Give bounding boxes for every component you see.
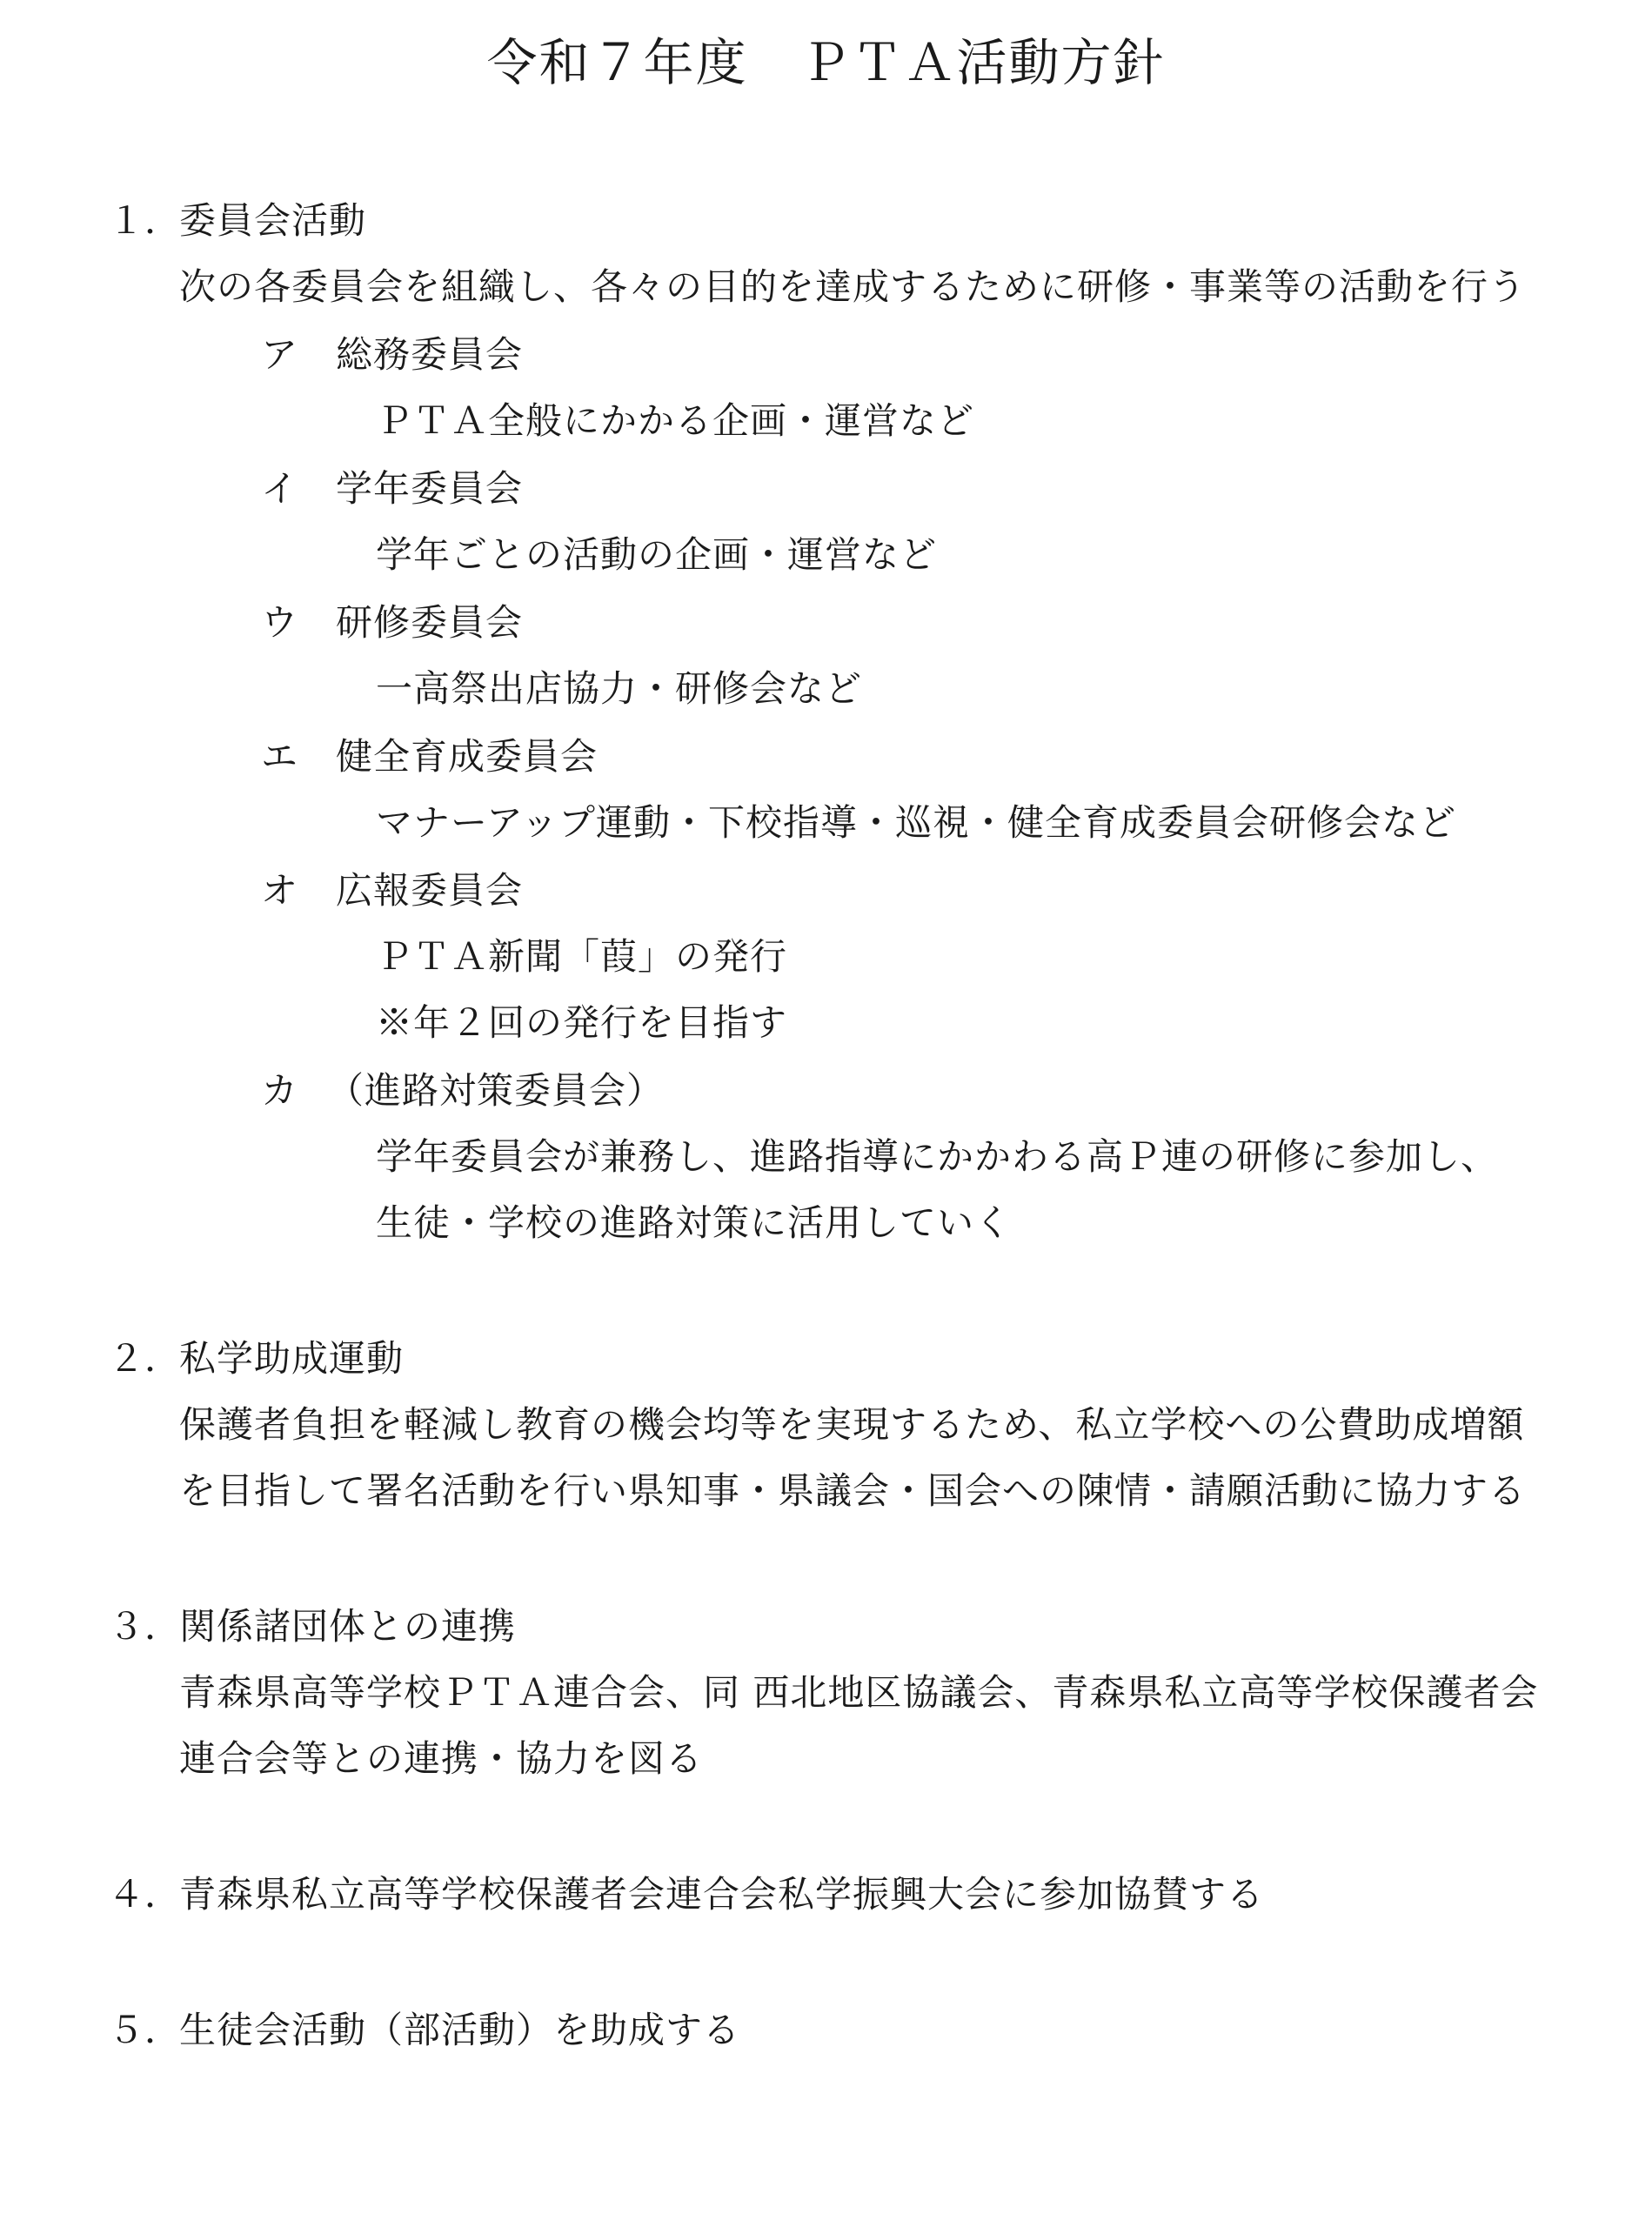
committee-detail: 一高祭出店協力・研修会など: [376, 667, 863, 710]
committee-detail: ※年２回の発行を目指す: [376, 1001, 788, 1044]
section-heading: 生徒会活動（部活動）を助成する: [179, 2009, 741, 2051]
committee-detail: 学年委員会が兼務し、進路指導にかかわる高Ｐ連の研修に参加し、: [376, 1135, 1499, 1178]
committee-name: 学年委員会: [336, 467, 524, 510]
committee-marker: エ: [261, 735, 298, 778]
committee-marker: オ: [261, 869, 298, 912]
section-intro: 次の各委員会を組織し、各々の目的を達成するために研修・事業等の活動を行う: [179, 265, 1527, 308]
committee-name: 総務委員会: [336, 333, 524, 376]
committee-name: 健全育成委員会: [336, 735, 599, 778]
section-heading: 委員会活動: [179, 199, 367, 242]
section-number: ３．: [108, 1605, 182, 1648]
section-number: ２．: [108, 1337, 182, 1380]
committee-name: （進路対策委員会）: [327, 1069, 665, 1112]
committee-marker: イ: [261, 467, 298, 510]
section-body: 保護者負担を軽減し教育の機会均等を実現するため、私立学校への公費助成増額: [179, 1403, 1525, 1446]
section-heading: 関係諸団体との連携: [179, 1605, 517, 1648]
committee-detail: 生徒・学校の進路対策に活用していく: [376, 1201, 1013, 1244]
section-number: １．: [108, 199, 182, 242]
committee-name: 広報委員会: [336, 869, 524, 912]
section-heading: 青森県私立高等学校保護者会連合会私学振興大会に参加協賛する: [179, 1873, 1265, 1916]
page-title: 令和７年度 ＰＴＡ活動方針: [486, 33, 1166, 92]
section-body: 連合会等との連携・協力を図る: [179, 1737, 704, 1780]
committee-detail: マナーアップ運動・下校指導・巡視・健全育成委員会研修会など: [376, 801, 1456, 844]
committee-detail: ＰＴＡ全般にかかる企画・運営など: [376, 399, 975, 442]
committee-name: 研修委員会: [336, 601, 524, 644]
section-body: 青森県高等学校ＰＴＡ連合会、同 西北地区協議会、青森県私立高等学校保護者会: [179, 1671, 1539, 1714]
committee-marker: カ: [261, 1069, 298, 1112]
committee-detail: ＰＴＡ新聞「葭」の発行: [376, 935, 788, 978]
committee-marker: ウ: [261, 601, 298, 644]
section-body: を目指して署名活動を行い県知事・県議会・国会への陳情・請願活動に協力する: [179, 1469, 1527, 1512]
committee-marker: ア: [261, 333, 298, 376]
section-number: ５．: [108, 2009, 182, 2051]
section-heading: 私学助成運動: [179, 1337, 405, 1380]
section-number: ４．: [108, 1873, 182, 1916]
committee-detail: 学年ごとの活動の企画・運営など: [376, 533, 938, 576]
